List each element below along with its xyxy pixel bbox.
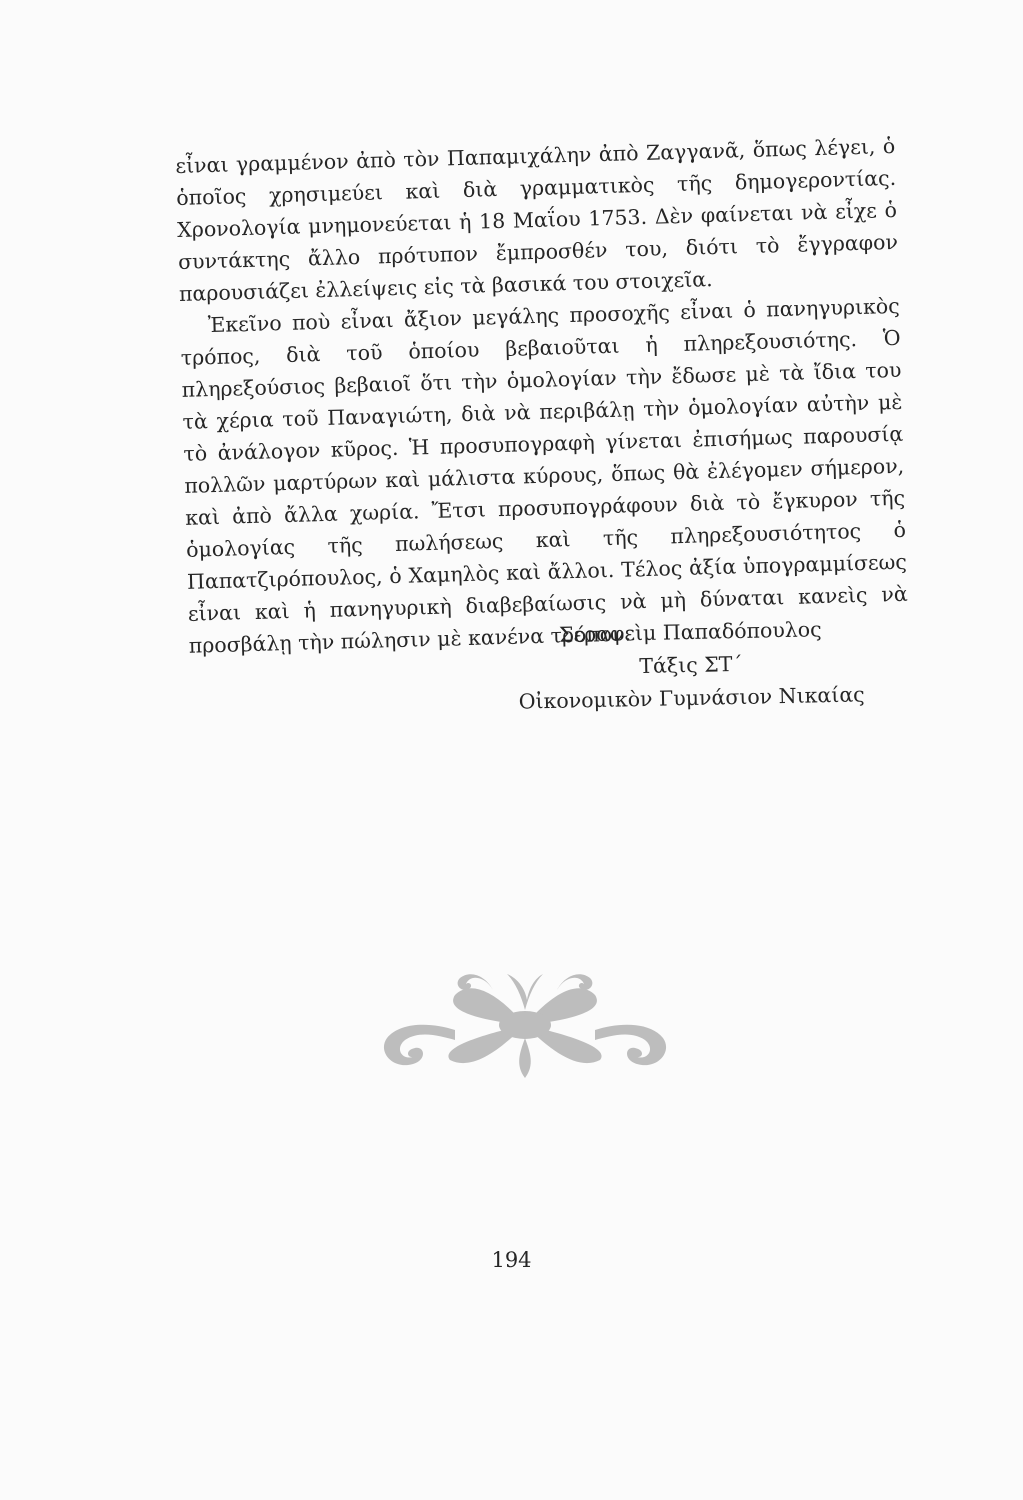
page-number: 194 bbox=[491, 1248, 532, 1272]
floral-ornament-icon bbox=[375, 960, 675, 1090]
author-school: Οἰκονομικὸν Γυμνάσιον Νικαίας bbox=[518, 682, 865, 714]
body-text bbox=[175, 130, 909, 662]
paragraph-2: Ἐκεῖνο ποὺ εἶναι ἄξιον μεγάλης προσοχῆς εἶναι ὁ πανηγυρικὸς τρόπος, διὰ τοῦ ὁποίου βεβαιοῦται ἡ πληρεξουσιότης. Ὁ πληρεξούσιος βεβαιοῖ ὅτι τὴν ὁμολογίαν τὴν ἔδωσε μὲ τὰ ἴδια του τὰ χέρια τοῦ Παναγιώτη, διὰ νὰ περιβάλῃ τὴν ὁμολογίαν αὐτὴν μὲ τὸ ἀνάλογον κῦρος. Ἡ προσυπογραφὴ γίνεται ἐπισήμως παρουσίᾳ πολλῶν μαρτύρων καὶ μάλιστα κύρους, ὅπως θὰ ἐλέγομεν σήμερον, καὶ ἀπὸ ἄλλα χωρία. Ἔτσι προσυπογράφουν διὰ τὸ ἔγκυρον τῆς ὁμολογίας τῆς πωλήσεως καὶ τῆς πληρεξουσιότητος ὁ Παπατζιρόπουλος, ὁ Χαμηλὸς καὶ ἄλλοι. Τέλος ἀξία ὑπογραμμίσεως εἶναι καὶ ἡ πανηγυρικὴ διαβεβαίωσις νὰ μὴ δύναται κανεὶς νὰ προσβάλῃ τὴν πώλησιν μὲ κανένα τρόπον. bbox=[180, 293, 909, 658]
author-name: Σεραφεὶμ Παπαδόπουλος bbox=[558, 617, 822, 647]
author-class: Τάξις ΣΤ΄ bbox=[639, 651, 743, 679]
paragraph-1: εἶναι γραμμένον ἀπὸ τὸν Παπαμιχάλην ἀπὸ Ζαγγανᾶ, ὅπως λέγει, ὁ ὁποῖος χρησιμεύει καὶ διὰ γραμματικὸς τῆς δημογεροντίας. Χρονολογία μνημονεύεται ἡ 18 Μαΐου 1753. Δὲν φαίνεται νὰ εἶχε ὁ συντάκτης ἄλλο πρότυπον ἔμπροσθέν του, διότι τὸ ἔγγραφον παρουσιάζει ἐλλείψεις εἰς τὰ βασικά του στοιχεῖα. bbox=[175, 133, 899, 306]
author-signature bbox=[500, 612, 882, 719]
